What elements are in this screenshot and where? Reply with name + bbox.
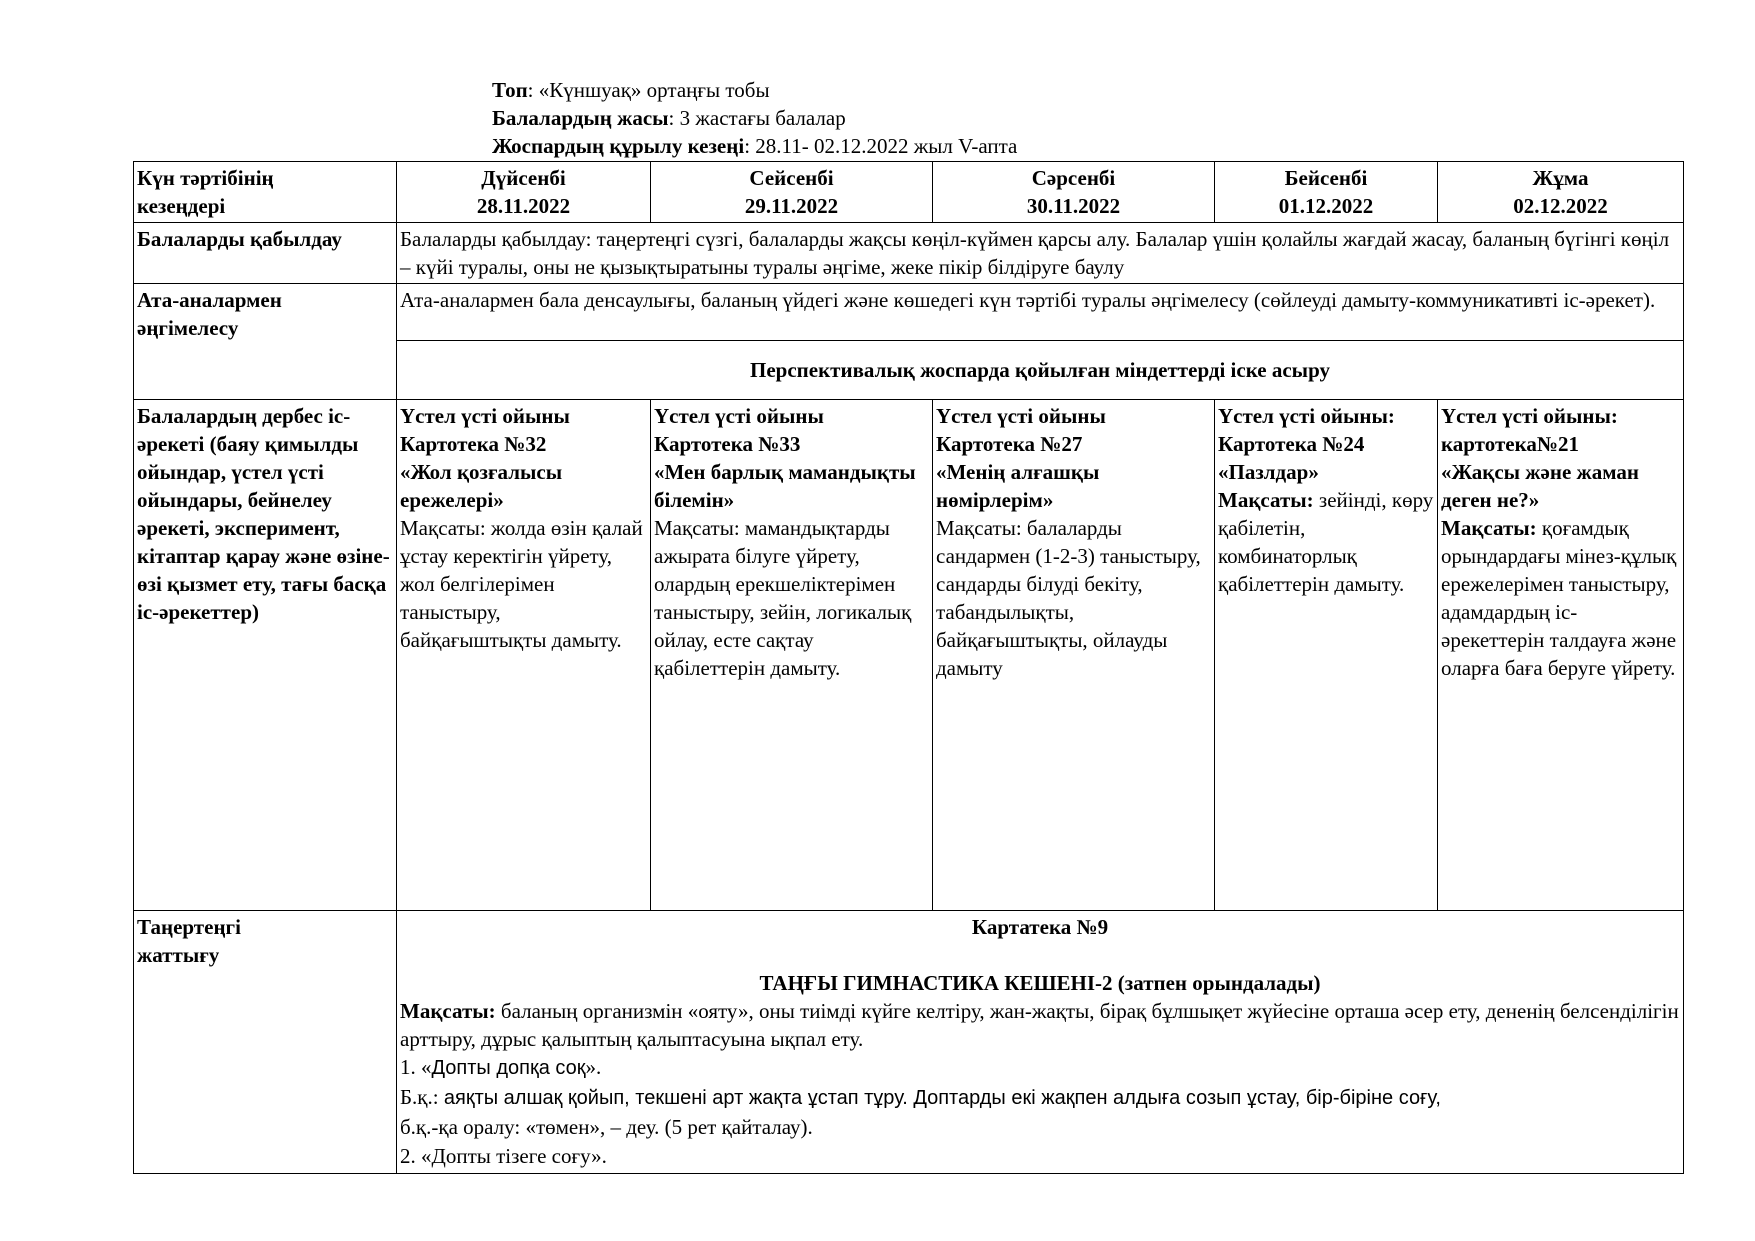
period-label: Жоспардың құрылу кезеңі <box>492 134 745 158</box>
activity-cell-friday <box>1438 400 1684 911</box>
exercise-goal <box>400 997 1680 1053</box>
age-label: Балалардың жасы <box>492 106 669 130</box>
day-name: Сәрсенбі <box>1031 166 1116 190</box>
day-date: 01.12.2022 <box>1278 194 1374 218</box>
goal-label: Мақсаты: <box>1218 488 1314 512</box>
item1-desc-text: аяқты алшақ қойып, текшені арт жақта ұстап тұру. Доптарды екі жақпен алдыға созып ұстау, бір-біріне соғу, <box>443 1087 1441 1109</box>
item1-suffix: ». <box>585 1055 602 1079</box>
day-date: 28.11.2022 <box>476 194 571 218</box>
parents-row <box>134 284 1684 341</box>
exercise-content <box>397 911 1684 1174</box>
weekly-plan-table <box>133 161 1684 1174</box>
day-name: Дүйсенбі <box>481 166 566 190</box>
activity-goal <box>654 514 929 682</box>
goal-label: Мақсаты: <box>936 516 1022 540</box>
activity-cell-tuesday <box>651 400 933 911</box>
activity-card: Картотека №27 <box>936 432 1083 456</box>
goal-label: Мақсаты: <box>654 516 740 540</box>
perspective-text: Перспективалық жоспарда қойылған міндеттерді іске асыру <box>397 341 1684 400</box>
activity-card: Картотека №32 <box>400 432 547 456</box>
activity-card: Картотека №33 <box>654 432 801 456</box>
activity-goal <box>400 514 647 654</box>
reception-row <box>134 223 1684 284</box>
activity-cell-wednesday <box>933 400 1215 911</box>
exercise-spacer <box>400 941 1680 969</box>
corner-header-cell <box>134 162 397 223</box>
exercise-goal-label: Мақсаты: <box>400 999 496 1023</box>
item1-prefix: 1. « <box>400 1055 432 1079</box>
activity-goal <box>936 514 1211 682</box>
day-header-thursday <box>1215 162 1438 223</box>
exercise-row <box>134 911 1684 1174</box>
day-date: 30.11.2022 <box>1026 194 1121 218</box>
day-name: Сейсенбі <box>749 166 834 190</box>
group-value: : «Күншуақ» ортаңғы тобы <box>527 78 770 102</box>
exercise-card: Картатека №9 <box>971 915 1109 939</box>
goal-text: жолда өзін қалай ұстау керектігін үйрету, жол белгілерімен таныстыру, байқағыштықты дамыту. <box>400 516 643 652</box>
day-header-tuesday <box>651 162 933 223</box>
activity-title: Үстел үсті ойыны <box>654 404 824 428</box>
exercise-item-2: 2. «Допты тізеге соғу». <box>400 1144 607 1168</box>
reception-label: Балаларды қабылдау <box>134 223 397 284</box>
activity-title: Үстел үсті ойыны: <box>1218 404 1395 428</box>
day-date: 29.11.2022 <box>744 194 839 218</box>
day-header-monday <box>397 162 651 223</box>
activity-label: Балалардың дербес іс-әрекеті (баяу қимылды ойындар, үстел үсті ойындары, бейнелеу әрекеті, эксперимент, кітаптар қарау және өзіне-өзі қызмет ету, тағы басқа іс-әрекеттер) <box>134 400 397 911</box>
age-line <box>492 104 1017 132</box>
parents-label-line-2: әңгімелесу <box>137 316 239 340</box>
day-header-friday <box>1438 162 1684 223</box>
activity-card: Картотека №24 <box>1218 432 1365 456</box>
table-header-row <box>134 162 1684 223</box>
exercise-label-line-1: Таңертеңгі <box>137 915 241 939</box>
activity-game: «Мен барлық мамандықты білемін» <box>654 460 916 512</box>
goal-text: қоғамдық орындардағы мінез-құлық ережелерімен таныстыру, адамдардың іс-әрекеттерін талдауға және оларға баға беруге үйрету. <box>1441 516 1677 680</box>
item1-name: Допты допқа соқ <box>431 1057 586 1079</box>
day-header-wednesday <box>933 162 1215 223</box>
corner-line-1: Күн тәртібінің <box>137 166 274 190</box>
exercise-goal-text: баланың организмін «ояту», оны тиімді күйге келтіру, жан-жақты, бірақ бұлшықет жүйесіне орташа әсер ету, дененің белсенділігін арттыру, дұрыс қалыптың қалыптасуына ықпал ету. <box>400 999 1679 1051</box>
corner-line-2: кезеңдері <box>137 194 226 218</box>
goal-text: балаларды сандармен (1-2-3) таныстыру, сандарды білуді бекіту, табандылықты, байқағыштықты, ойлауды дамыту <box>936 516 1201 680</box>
exercise-complex-title: ТАҢҒЫ ГИМНАСТИКА КЕШЕНІ-2 (затпен орындалады) <box>759 971 1321 995</box>
activity-card: картотека№21 <box>1441 432 1579 456</box>
activity-cell-monday <box>397 400 651 911</box>
group-label: Топ <box>492 78 528 102</box>
plan-header <box>492 76 1017 160</box>
activity-game: «Пазлдар» <box>1218 460 1319 484</box>
activity-game: «Менің алғашқы нөмірлерім» <box>936 460 1100 512</box>
group-line <box>492 76 1017 104</box>
exercise-label-line-2: жаттығу <box>137 943 220 967</box>
period-line <box>492 132 1017 160</box>
parents-label-line-1: Ата-аналармен <box>137 288 282 312</box>
parents-label <box>134 284 397 400</box>
period-value: : 28.11- 02.12.2022 жыл V-апта <box>744 134 1018 158</box>
goal-text: мамандықтарды ажырата білуге үйрету, олардың ерекшеліктерімен таныстыру, зейін, логикалық ойлау, есте сақтау қабілеттерін дамыту. <box>654 516 912 680</box>
activity-title: Үстел үсті ойыны <box>936 404 1106 428</box>
day-date: 02.12.2022 <box>1513 194 1608 218</box>
item1-desc-prefix: Б.қ.: <box>400 1085 444 1109</box>
activity-goal <box>1441 514 1680 682</box>
activity-game: «Жол қозғалысы ережелері» <box>400 460 563 512</box>
exercise-item-1 <box>400 1053 1680 1083</box>
exercise-item-1-desc-end: б.қ.-қа оралу: «төмен», – деу. (5 рет қайталау). <box>400 1115 813 1139</box>
goal-label: Мақсаты: <box>1441 516 1537 540</box>
goal-label: Мақсаты: <box>400 516 486 540</box>
activity-row <box>134 400 1684 911</box>
exercise-item-1-desc <box>400 1083 1680 1113</box>
age-value: : 3 жастағы балалар <box>668 106 846 130</box>
activity-cell-thursday <box>1215 400 1438 911</box>
activity-title: Үстел үсті ойыны <box>400 404 570 428</box>
activity-game: «Жақсы және жаман деген не?» <box>1441 460 1640 512</box>
exercise-label <box>134 911 397 1174</box>
parents-text: Ата-аналармен бала денсаулығы, баланың үйдегі және көшедегі күн тәртібі туралы әңгімелесу (сөйлеуді дамыту-коммуникативті іс-әрекет). <box>397 284 1684 341</box>
day-name: Бейсенбі <box>1284 166 1368 190</box>
activity-goal <box>1218 486 1434 598</box>
reception-text: Балаларды қабылдау: таңертеңгі сүзгі, балаларды жақсы көңіл-күймен қарсы алу. Балалар үшін қолайлы жағдай жасау, баланың бүгінгі көңіл – күйі туралы, оны не қызықтыратыны туралы әңгіме, жеке пікір білдіруге баулу <box>397 223 1684 284</box>
day-name: Жұма <box>1532 166 1589 190</box>
activity-title: Үстел үсті ойыны: <box>1441 404 1618 428</box>
goal-text: зейінді, көру қабілетін, комбинаторлық қабілеттерін дамыту. <box>1218 488 1434 596</box>
